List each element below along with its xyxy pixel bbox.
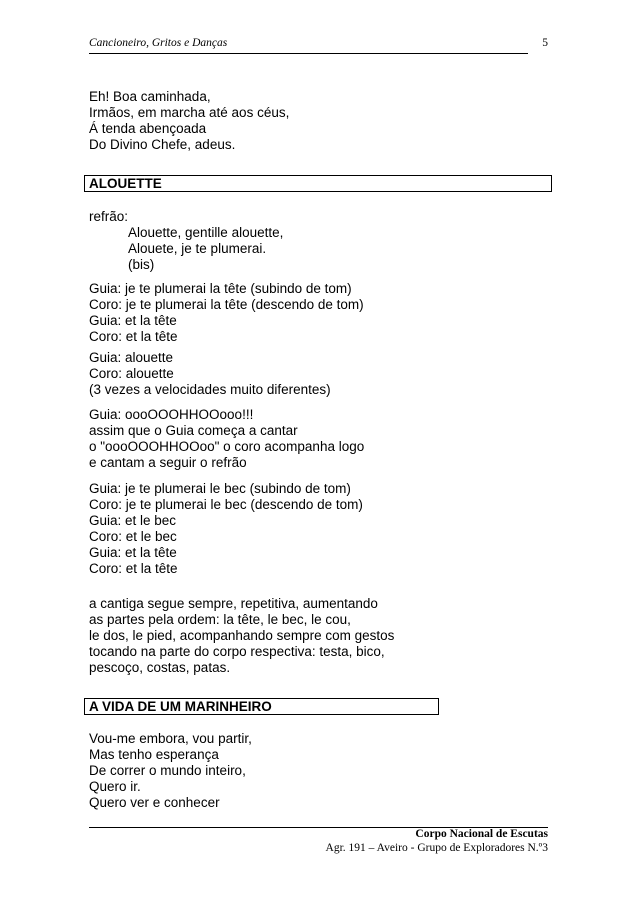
verse-line: De correr o mundo inteiro, <box>89 763 246 778</box>
lyric-line: Guia: et la tête <box>89 545 177 560</box>
verse-line: Quero ir. <box>89 779 141 794</box>
lyric-line: Guia: je te plumerai la tête (subindo de tom) <box>89 281 352 296</box>
verse-line: Quero ver e conhecer <box>89 795 220 810</box>
alouette-stanza-2 <box>89 350 331 398</box>
verse-line: Á tenda abençoada <box>89 121 207 136</box>
lyric-line: Guia: et le bec <box>89 513 177 528</box>
note-line: as partes pela ordem: la tête, le bec, le cou, <box>89 612 351 627</box>
marinheiro-verse <box>89 731 252 811</box>
intro-verse <box>89 89 289 153</box>
alouette-stanza-3 <box>89 407 364 471</box>
refrain-line: Alouete, je te plumerai. <box>128 241 267 256</box>
lyric-line: Guia: je te plumerai le bec (subindo de tom) <box>89 481 351 496</box>
lyric-line: Coro: et la tête <box>89 329 178 344</box>
note-line: pescoço, costas, patas. <box>89 660 231 675</box>
note-line: a cantiga segue sempre, repetitiva, aumentando <box>89 596 378 611</box>
section-heading-marinheiro <box>84 698 439 715</box>
lyric-line: Coro: alouette <box>89 366 174 381</box>
lyric-line: Guia: oooOOOHHOOooo!!! <box>89 407 254 422</box>
note-line: tocando na parte do corpo respectiva: testa, bico, <box>89 644 385 659</box>
verse-line: Irmãos, em marcha até aos céus, <box>89 105 290 120</box>
footer-group: Agr. 191 – Aveiro - Grupo de Exploradores N.º3 <box>325 842 548 854</box>
verse-line: Vou-me embora, vou partir, <box>89 731 252 746</box>
lyric-line: Coro: et le bec <box>89 529 177 544</box>
section-title: ALOUETTE <box>89 176 162 191</box>
lyric-line: (3 vezes a velocidades muito diferentes) <box>89 382 331 397</box>
lyric-line: o "oooOOOHHOOoo" o coro acompanha logo <box>89 439 365 454</box>
lyric-line: Guia: alouette <box>89 350 174 365</box>
book-title: Cancioneiro, Gritos e Danças <box>89 37 228 49</box>
lyric-line: e cantam a seguir o refrão <box>89 455 247 470</box>
lyric-line: assim que o Guia começa a cantar <box>89 423 298 438</box>
lyric-line: Guia: et la tête <box>89 313 177 328</box>
alouette-stanza-1 <box>89 281 364 345</box>
section-heading-alouette <box>84 175 552 192</box>
lyric-line: Coro: je te plumerai le bec (descendo de tom) <box>89 497 363 512</box>
refrain-line: Alouette, gentille alouette, <box>128 225 284 240</box>
lyric-line: Coro: je te plumerai la tête (descendo de tom) <box>89 297 364 312</box>
alouette-refrain <box>89 209 283 273</box>
alouette-stanza-4 <box>89 481 363 577</box>
alouette-note <box>89 596 394 676</box>
verse-line: Eh! Boa caminhada, <box>89 89 211 104</box>
refrain-label: refrão: <box>89 209 129 224</box>
footer-organization: Corpo Nacional de Escutas <box>415 828 548 840</box>
note-line: le dos, le pied, acompanhando sempre com gestos <box>89 628 395 643</box>
refrain-line: (bis) <box>128 257 155 272</box>
verse-line: Mas tenho esperança <box>89 747 219 762</box>
verse-line: Do Divino Chefe, adeus. <box>89 137 236 152</box>
page-number: 5 <box>542 37 548 49</box>
lyric-line: Coro: et la tête <box>89 561 178 576</box>
page-header <box>89 37 548 53</box>
header-rule <box>89 53 528 54</box>
section-title: A VIDA DE UM MARINHEIRO <box>89 699 272 714</box>
